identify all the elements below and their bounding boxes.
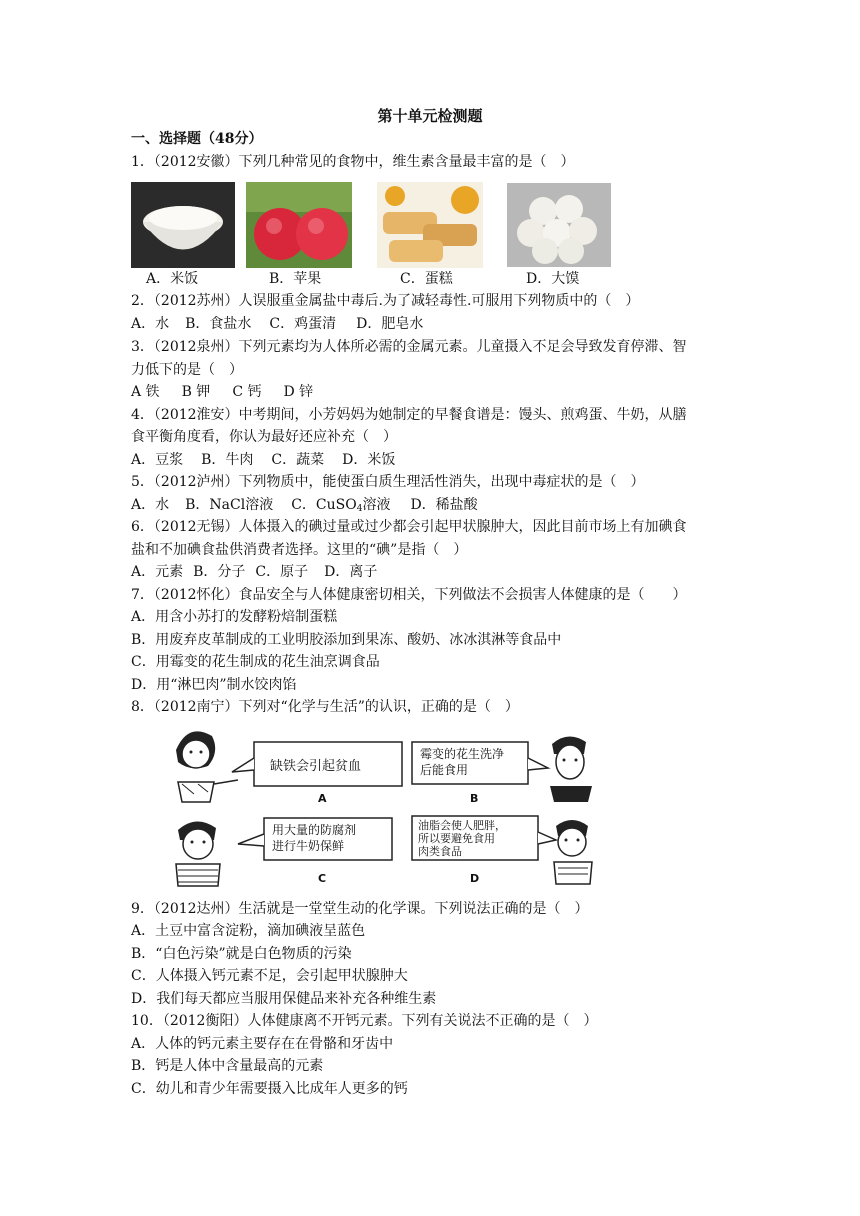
question-1-stem: 1．（2012安徽）下列几种常见的食物中，维生素含量最丰富的是（ ） [131,154,575,170]
q3-option-a: A 铁 [131,384,160,400]
q7-option-b: B．用废弃皮革制成的工业明胶添加到果冻、酸奶、冰冰淇淋等食品中 [131,632,562,648]
bubble-b-line1: 霉变的花生洗净 [420,747,505,761]
q2-option-c: C．鸡蛋清 [269,316,337,332]
q10-option-b: B．钙是人体中含量最高的元素 [131,1058,324,1074]
question-3-options [131,382,313,402]
question-10-stem: 10．（2012衡阳）人体健康离不开钙元素。下列有关说法不正确的是（ ） [131,1013,598,1029]
q5-option-a: A．水 [131,497,170,513]
q4-option-c: C．蔬菜 [271,452,325,468]
q3-option-c: C 钙 [232,384,262,400]
q7-option-a: A．用含小苏打的发酵粉焙制蛋糕 [131,609,338,625]
q5-option-c-suffix: 溶液 [362,497,391,513]
q2-option-a: A．水 [131,316,170,332]
question-6-stem-line2: 盐和不加碘食盐供消费者选择。这里的“碘”是指（ ） [131,542,468,558]
question-3-stem-line2: 力低下的是（ ） [131,362,243,378]
q4-option-d: D．米饭 [342,452,396,468]
q2-option-b: B．食盐水 [185,316,252,332]
question-4-stem-line2: 食平衡角度看，你认为最好还应补充（ ） [131,429,397,445]
q1-option-a: A．米饭 [146,271,199,287]
q10-option-a: A．人体的钙元素主要存在在骨骼和牙齿中 [131,1036,394,1052]
man-figure-icon [550,736,592,802]
bubble-d-line1: 油脂会使人肥胖， [418,819,506,832]
q6-option-c: C．原子 [255,564,309,580]
q1-option-c: C．蛋糕 [400,271,453,287]
girl-figure-icon [176,731,238,802]
q7-option-c: C．用霉变的花生制成的花生油烹调食品 [131,654,380,670]
bubble-b-line2: 后能食用 [420,763,469,777]
q9-option-c: C．人体摄入钙元素不足，会引起甲状腺肿大 [131,968,408,984]
q9-option-d: D．我们每天都应当服用保健品来补充各种维生素 [131,991,437,1007]
boy-with-food-figure-icon [554,820,592,884]
question-6-options [131,562,377,582]
apples-photo [246,182,352,268]
q8-cartoon-figure [168,722,610,890]
q3-option-d: D 锌 [283,384,314,400]
q6-option-d: D．离子 [324,564,378,580]
question-6-stem-line1: 6．（2012无锡）人体摄入的碘过量或过少都会引起甲状腺肿大，因此目前市场上有加碘食 [131,519,687,535]
bubble-b-text [420,746,504,778]
rice-bowl-photo [131,182,235,268]
question-8-stem: 8．（2012南宁）下列对“化学与生活”的认识，正确的是（ ） [131,699,519,715]
page-title: 第十单元检测题 [377,107,483,125]
q5-subscript: 4 [356,504,363,514]
q1-option-b: B．苹果 [269,271,322,287]
cartoon-label-b: B [470,792,479,805]
q6-option-a: A．元素 [131,564,184,580]
q6-option-b: B．分子 [193,564,246,580]
boy-figure-icon [176,821,220,886]
question-2-options [131,314,423,334]
cartoon-label-c: C [318,872,327,885]
bubble-c-line1: 用大量的防腐剂 [272,823,357,837]
steamed-buns-photo [507,183,611,267]
bubble-a-text: 缺铁会引起贫血 [270,759,362,774]
question-5-options [131,495,478,519]
question-7-stem: 7．（2012怀化）食品安全与人体健康密切相关，下列做法不会损害人体健康的是（ ） [131,587,687,603]
q5-option-b: B．NaCl溶液 [185,497,274,513]
bubble-d-line3: 肉类食品 [418,845,462,858]
q3-option-b: B 钾 [181,384,211,400]
question-5-stem: 5．（2012泸州）下列物质中，能使蛋白质生理活性消失，出现中毒症状的是（ ） [131,474,645,490]
q5-option-c: C．CuSO [291,497,357,513]
question-4-options [131,450,395,470]
q7-option-d: D．用“淋巴肉”制水饺肉馅 [131,677,297,693]
section-heading: 一、选择题（48分） [131,131,263,147]
q1-option-d: D．大馍 [526,271,580,287]
bubble-d-text [418,819,506,858]
cartoon-label-d: D [470,872,480,885]
q2-option-d: D．肥皂水 [356,316,424,332]
bubble-d-line2: 所以要避免食用 [418,832,495,845]
question-4-stem-line1: 4．（2012淮安）中考期间，小芳妈妈为她制定的早餐食谱是：馒头、煎鸡蛋、牛奶，从膳 [131,407,687,423]
cartoon-label-a: A [318,792,327,805]
q10-option-c: C．幼儿和青少年需要摄入比成年人更多的钙 [131,1081,408,1097]
q4-option-b: B．牛肉 [201,452,254,468]
cake-rolls-photo [377,182,483,268]
q9-option-a: A．土豆中富含淀粉，滴加碘液呈蓝色 [131,923,366,939]
question-3-stem-line1: 3．（2012泉州）下列元素均为人体所必需的金属元素。儿童摄入不足会导致发育停滞、智 [131,339,687,355]
question-2-stem: 2．（2012苏州）人误服重金属盐中毒后.为了减轻毒性.可服用下列物质中的（ ） [131,293,640,309]
bubble-c-text [272,822,356,854]
question-9-stem: 9．（2012达州）生活就是一堂堂生动的化学课。下列说法正确的是（ ） [131,901,589,917]
bubble-c-line2: 进行牛奶保鲜 [272,839,345,853]
q5-option-d: D．稀盐酸 [410,497,478,513]
q9-option-b: B．“白色污染”就是白色物质的污染 [131,946,352,962]
q4-option-a: A．豆浆 [131,452,184,468]
